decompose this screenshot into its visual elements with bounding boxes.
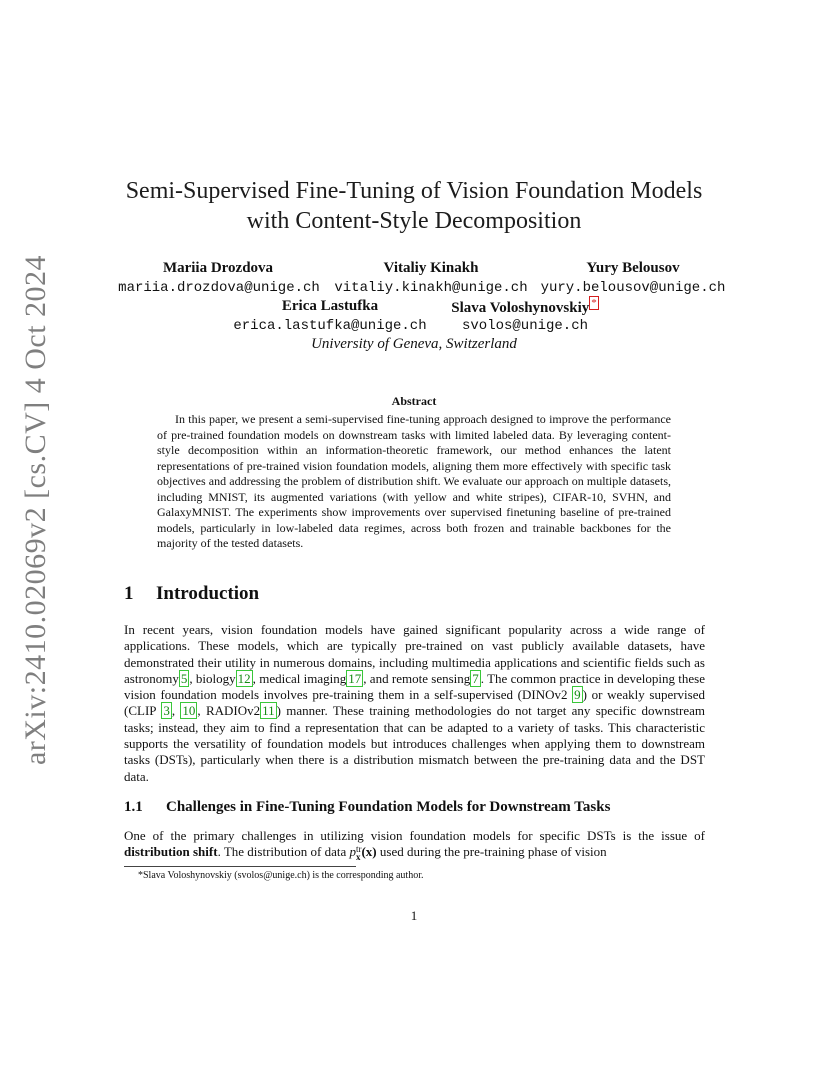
citation-link[interactable]: 10 — [182, 703, 196, 719]
citation-link[interactable]: 11 — [262, 703, 275, 719]
subsection-heading — [124, 799, 610, 816]
text-run: . The common practice in developing these vision foundation models involves pre-training them in a self-supervised (DINOv2 — [124, 670, 705, 703]
footnote-divider — [124, 866, 356, 867]
footnote: *Slava Voloshynovskiy (svolos@unige.ch) is the corresponding author. — [138, 870, 424, 881]
section-heading — [124, 583, 259, 605]
abstract-heading: Abstract — [391, 394, 437, 408]
arxiv-stamp-text: arXiv:2410.02069v2 [cs.CV] 4 Oct 2024 — [19, 254, 53, 766]
author-name: Mariia Drozdova — [162, 260, 274, 276]
arxiv-stamp — [16, 254, 56, 766]
citation-link[interactable]: 12 — [237, 670, 251, 686]
math-subscript: x — [355, 852, 361, 863]
bold-term: distribution shift — [124, 844, 218, 860]
text-run: ) manner. These training methodologies do not target any specific downstream tasks; instead, they aim to find a representation that can be adapted to a variety of tasks. This characteristic supports the versatility of foundation models but introduces challenges when applying them to downstream tasks (DSTs), particularly when there is a distribution mismatch between the pre-training data and the DST data. — [124, 703, 705, 784]
math-superscript: tr — [355, 844, 362, 855]
section-number: 1 — [124, 583, 134, 604]
citation-link[interactable]: 9 — [574, 687, 581, 703]
math-argument: (x) — [361, 844, 377, 860]
abstract-body: In this paper, we present a semi-supervised fine-tuning approach designed to improve the performance of pre-trained foundation models on downstream tasks with limited labeled data. By leveraging content-style decomposition within an information-theoretic framework, our method enhances the latent representations of pre-trained vision foundation models, aligning them more effectively with specific task objectives and addressing the problem of distribution shift. We evaluate our approach on multiple datasets, including MNIST, its augmented variations (with yellow and white stripes), CIFAR-10, SVHN, and GalaxyMNIST. The experiments show improvements over supervised finetuning baseline of pre-trained models, particularly in low-labeled data regimes, across both frozen and trainable backbones for the majority of the tested datasets. — [157, 412, 671, 550]
text-run: In recent years, vision foundation models have gained significant popularity across a wide range of applications. These models, which are typically pre-trained on vast publicly available datasets, have demonstrated their utility in numerous domains, including multimedia applications and scientific fields such as astronomy — [124, 622, 705, 686]
author-name: Vitaliy Kinakh — [383, 260, 479, 276]
citation-link[interactable]: 7 — [472, 670, 479, 686]
text-run: , — [171, 703, 181, 719]
text-run: used during the pre-training phase of vision — [376, 844, 607, 860]
text-run: . The distribution of data — [217, 844, 350, 860]
text-run: , medical imaging — [252, 670, 347, 686]
paper-title — [0, 176, 828, 236]
author-name-corresponding — [430, 298, 620, 317]
paper-title-line-1: Semi-Supervised Fine-Tuning of Vision Foundation Models — [125, 178, 703, 204]
author-email[interactable]: mariia.drozdova@unige.ch — [118, 280, 320, 296]
footnote-marker-link[interactable]: * — [591, 297, 597, 309]
author-email[interactable]: erica.lastufka@unige.ch — [233, 318, 427, 334]
author-name: Yury Belousov — [586, 260, 680, 276]
paper-title-line-2: with Content-Style Decomposition — [246, 208, 582, 234]
author-email[interactable]: svolos@unige.ch — [461, 318, 589, 334]
affiliation: University of Geneva, Switzerland — [311, 336, 517, 352]
text-run: , RADIOv2 — [197, 703, 261, 719]
section-title: Introduction — [156, 583, 260, 604]
citation-link[interactable]: 3 — [163, 703, 170, 719]
intro-paragraph — [124, 622, 705, 785]
text-run: One of the primary challenges in utilizing vision foundation models for specific DSTs is the issue of — [124, 828, 705, 843]
subsection-number: 1.1 — [124, 799, 143, 815]
text-run: ) or weakly supervised (CLIP — [124, 687, 705, 719]
page-number: 1 — [410, 908, 418, 923]
author-email[interactable]: vitaliy.kinakh@unige.ch — [334, 280, 528, 296]
author-name-text: Slava Voloshynovskiy — [451, 300, 590, 316]
math-expression — [349, 844, 377, 863]
author-email[interactable]: yury.belousov@unige.ch — [540, 280, 726, 296]
text-run: , biology — [189, 670, 236, 686]
citation-link[interactable]: 17 — [348, 670, 362, 686]
author-name: Erica Lastufka — [281, 298, 379, 314]
math-symbol: p — [349, 844, 356, 860]
subsection-title: Challenges in Fine-Tuning Foundation Models for Downstream Tasks — [166, 799, 611, 815]
citation-link[interactable]: 5 — [180, 670, 188, 686]
subsection-paragraph — [124, 828, 705, 861]
text-run: , and remote sensing — [363, 670, 471, 686]
